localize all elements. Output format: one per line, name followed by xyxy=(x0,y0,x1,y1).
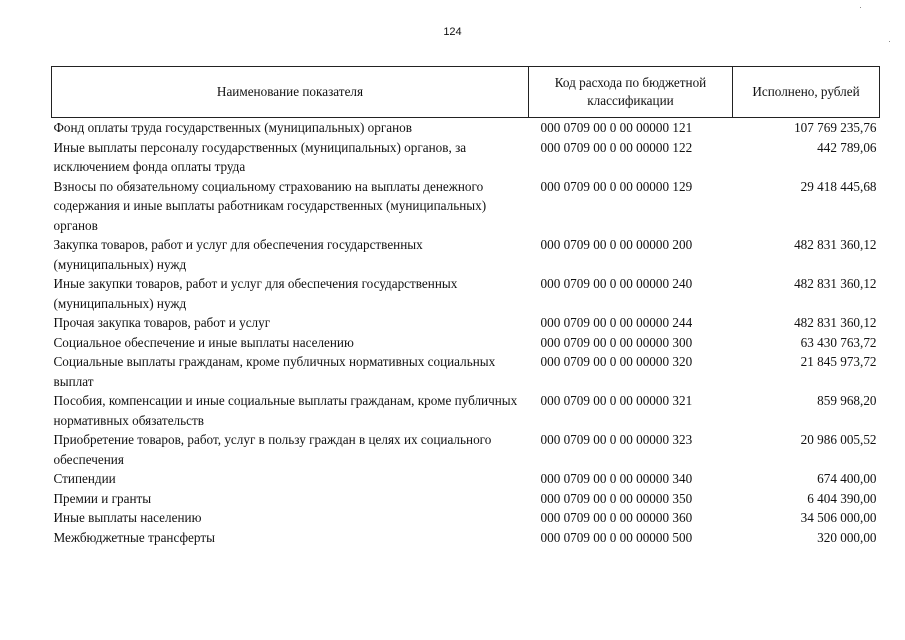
executed-amount-cell: 482 831 360,12 xyxy=(794,276,877,291)
table-row xyxy=(52,118,880,138)
table-row xyxy=(52,352,880,391)
budget-code-cell: 000 0709 00 0 00 00000 323 xyxy=(540,432,693,447)
budget-code-cell: 000 0709 00 0 00 00000 500 xyxy=(540,529,693,545)
indicator-name-cell: Взносы по обязательному социальному страхованию на выплаты денежного содержания и иные выплаты работникам государственных (муниципальных) органов xyxy=(53,178,487,233)
budget-code-cell: 000 0709 00 0 00 00000 340 xyxy=(540,471,693,486)
executed-amount-cell: 6 404 390,00 xyxy=(807,490,877,506)
table-row xyxy=(52,235,880,274)
executed-amount-cell: 674 400,00 xyxy=(817,471,877,486)
table-row xyxy=(52,508,880,528)
executed-amount-cell: 442 789,06 xyxy=(817,139,877,155)
table-row xyxy=(52,469,880,489)
executed-amount-cell: 859 968,20 xyxy=(817,393,877,408)
column-header-name: Наименование показателя xyxy=(52,67,529,118)
column-header-sum: Исполнено, рублей xyxy=(733,67,880,118)
table-row xyxy=(52,430,880,469)
budget-code-cell: 000 0709 00 0 00 00000 129 xyxy=(540,178,693,194)
table-row xyxy=(52,333,880,353)
table-row xyxy=(52,177,880,236)
budget-code-cell: 000 0709 00 0 00 00000 360 xyxy=(540,510,693,525)
executed-amount-cell: 29 418 445,68 xyxy=(800,178,877,194)
indicator-name-cell: Прочая закупка товаров, работ и услуг xyxy=(53,315,271,330)
indicator-name-cell: Пособия, компенсации и иные социальные выплаты гражданам, кроме публичных нормативных обязательств xyxy=(53,393,518,428)
table-row xyxy=(52,274,880,313)
indicator-name-cell: Закупка товаров, работ и услуг для обеспечения государственных (муниципальных) нужд xyxy=(53,237,423,272)
indicator-name-cell: Иные выплаты персоналу государственных (муниципальных) органов, за исключением фонда оплаты труда xyxy=(53,139,467,174)
executed-amount-cell: 63 430 763,72 xyxy=(800,334,877,350)
indicator-name-cell: Социальные выплаты гражданам, кроме публичных нормативных социальных выплат xyxy=(53,354,496,389)
indicator-name-cell: Приобретение товаров, работ, услуг в пользу граждан в целях их социального обеспечения xyxy=(53,432,492,467)
budget-code-cell: 000 0709 00 0 00 00000 350 xyxy=(540,490,693,506)
budget-code-cell: 000 0709 00 0 00 00000 240 xyxy=(540,276,693,291)
budget-code-cell: 000 0709 00 0 00 00000 300 xyxy=(540,334,693,350)
indicator-name-cell: Межбюджетные трансферты xyxy=(53,529,215,545)
executed-amount-cell: 107 769 235,76 xyxy=(794,120,877,135)
budget-code-cell: 000 0709 00 0 00 00000 122 xyxy=(540,139,693,155)
scan-artifact-mark: · xyxy=(888,36,891,46)
indicator-name-cell: Иные закупки товаров, работ и услуг для обеспечения государственных (муниципальных) нужд xyxy=(53,276,458,311)
executed-amount-cell: 482 831 360,12 xyxy=(794,315,877,330)
table-header xyxy=(52,67,880,118)
column-header-code: Код расхода по бюджетной классификации xyxy=(529,67,733,118)
executed-amount-cell: 320 000,00 xyxy=(817,529,877,545)
budget-code-cell: 000 0709 00 0 00 00000 200 xyxy=(540,237,693,252)
table-row xyxy=(52,528,880,548)
page-number: 124 xyxy=(443,26,462,38)
table-body xyxy=(52,118,880,548)
indicator-name-cell: Стипендии xyxy=(53,471,116,486)
indicator-name-cell: Иные выплаты населению xyxy=(53,510,202,525)
table-row xyxy=(52,313,880,333)
executed-amount-cell: 20 986 005,52 xyxy=(800,432,877,447)
executed-amount-cell: 34 506 000,00 xyxy=(800,510,877,525)
table-row xyxy=(52,489,880,509)
executed-amount-cell: 482 831 360,12 xyxy=(794,237,877,252)
table-row xyxy=(52,138,880,177)
scan-artifact-mark: · xyxy=(859,2,862,12)
budget-execution-table xyxy=(51,66,880,547)
budget-code-cell: 000 0709 00 0 00 00000 244 xyxy=(540,315,693,330)
indicator-name-cell: Социальное обеспечение и иные выплаты населению xyxy=(53,334,354,350)
budget-code-cell: 000 0709 00 0 00 00000 321 xyxy=(540,393,693,408)
indicator-name-cell: Премии и гранты xyxy=(53,490,152,506)
indicator-name-cell: Фонд оплаты труда государственных (муниципальных) органов xyxy=(53,120,413,135)
budget-code-cell: 000 0709 00 0 00 00000 121 xyxy=(540,120,693,135)
table-row xyxy=(52,391,880,430)
executed-amount-cell: 21 845 973,72 xyxy=(800,354,877,369)
budget-code-cell: 000 0709 00 0 00 00000 320 xyxy=(540,354,693,369)
